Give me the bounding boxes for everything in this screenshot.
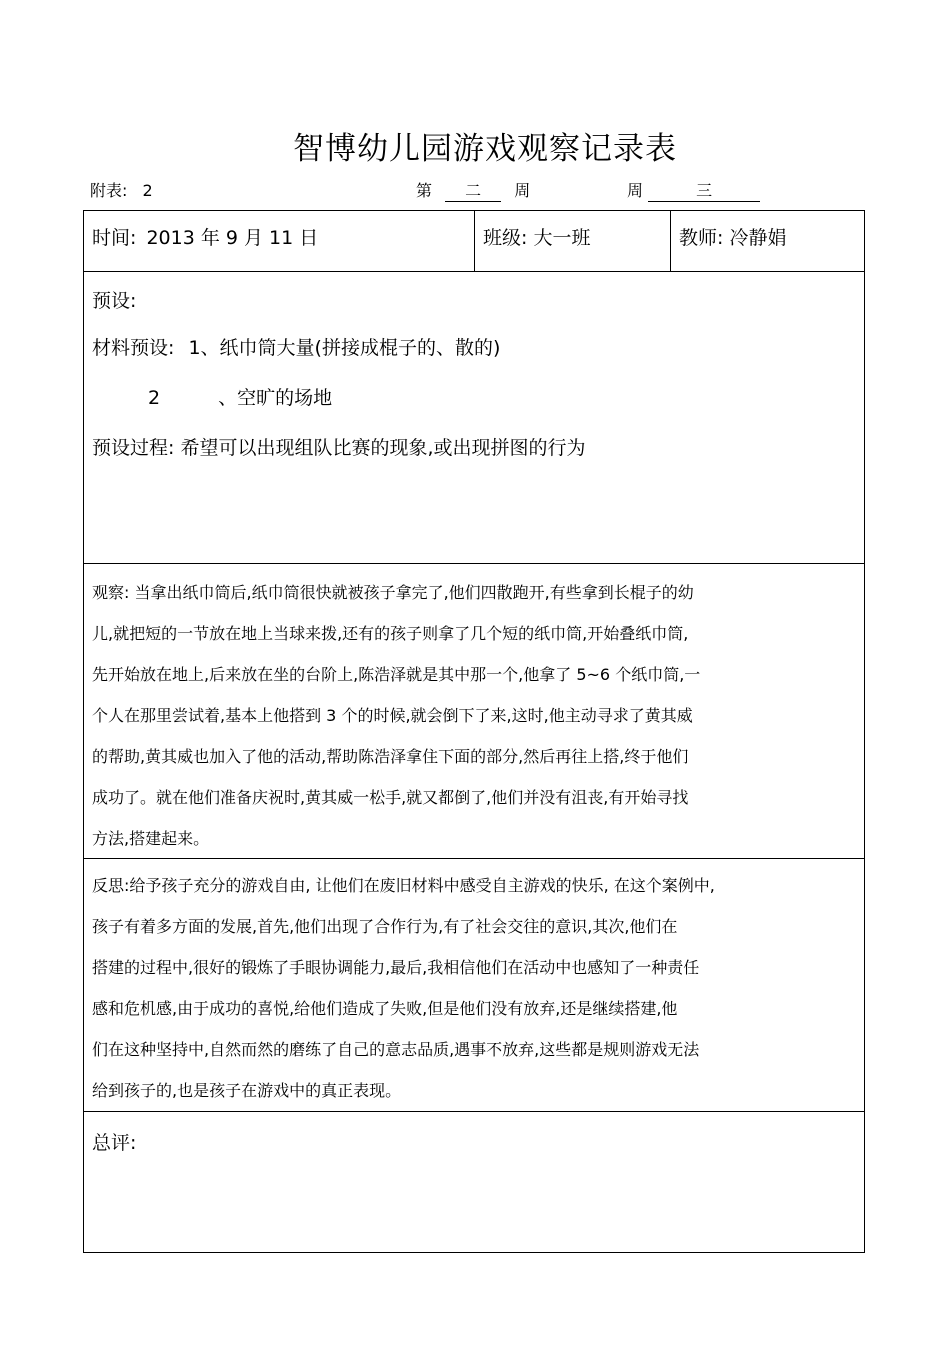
observation-line: 个人在那里尝试着,基本上他搭到 3 个的时候,就会倒下了来,这时,他主动寻求了黄其威	[92, 706, 693, 725]
process-line	[92, 433, 586, 460]
page-title: 智博幼儿园游戏观察记录表	[293, 131, 677, 167]
teacher-value: 冷静娟	[729, 227, 787, 249]
time-value: 2013 年 9 月 11 日	[146, 227, 319, 249]
week-suffix: 周	[514, 181, 531, 200]
summary-heading: 总评:	[92, 1132, 137, 1154]
week-value: 二	[445, 178, 501, 202]
reflection-line: 感和危机感,由于成功的喜悦,给他们造成了失败,但是他们没有放弃,还是继续搭建,他	[92, 999, 678, 1018]
reflection-line: 搭建的过程中,很好的锻炼了手眼协调能力,最后,我相信他们在活动中也感知了一种责任	[92, 958, 700, 977]
reflection-line: 给到孩子的,也是孩子在游戏中的真正表现。	[92, 1081, 402, 1100]
day-info	[627, 178, 760, 202]
material-label: 材料预设:	[92, 337, 175, 359]
time-cell	[84, 211, 475, 271]
observation-line: 观察: 当拿出纸巾筒后,纸巾筒很快就被孩子拿完了,他们四散跑开,有些拿到长棍子的幼	[92, 583, 694, 602]
time-label: 时间:	[92, 227, 137, 249]
observation-line: 成功了。就在他们准备庆祝时,黄其威一松手,就又都倒了,他们并没有沮丧,有开始寻找	[92, 788, 689, 807]
observation-line: 方法,搭建起来。	[92, 829, 210, 848]
attachment-label: 附表:	[90, 181, 128, 200]
observation-line: 的帮助,黄其威也加入了他的活动,帮助陈浩泽拿住下面的部分,然后再往上搭,终于他们	[92, 747, 689, 766]
preset-section	[84, 272, 864, 564]
preset-heading: 预设:	[92, 290, 137, 312]
reflection-line: 孩子有着多方面的发展,首先,他们出现了合作行为,有了社会交往的意识,其次,他们在	[92, 917, 678, 936]
reflection-section	[84, 859, 864, 1112]
week-prefix: 第	[416, 181, 433, 200]
attachment-value: 2	[142, 181, 153, 200]
observation-section	[84, 564, 864, 859]
class-label: 班级:	[483, 227, 528, 249]
record-table	[83, 210, 865, 1253]
week-info	[416, 178, 530, 202]
observation-line: 儿,就把短的一节放在地上当球来拨,还有的孩子则拿了几个短的纸巾筒,开始叠纸巾筒,	[92, 624, 689, 643]
reflection-line: 们在这种坚持中,自然而然的磨练了自己的意志品质,遇事不放弃,这些都是规则游戏无法	[92, 1040, 700, 1059]
material-line-2	[148, 383, 332, 410]
reflection-line: 反思:给予孩子充分的游戏自由, 让他们在废旧材料中感受自主游戏的快乐, 在这个案例中,	[92, 876, 715, 895]
day-value: 三	[648, 178, 760, 202]
class-cell	[475, 211, 671, 271]
observation-line: 先开始放在地上,后来放在坐的台阶上,陈浩泽就是其中那一个,他拿了 5~6 个纸巾筒,一	[92, 665, 701, 684]
header-row	[84, 211, 864, 272]
teacher-label: 教师:	[679, 227, 724, 249]
day-label: 周	[627, 181, 644, 200]
material-line-1	[92, 333, 500, 360]
teacher-cell	[671, 211, 864, 271]
material-item-2-text: 、空旷的场地	[218, 387, 333, 409]
class-value: 大一班	[533, 227, 591, 249]
attachment-info	[90, 178, 153, 201]
summary-section	[84, 1112, 864, 1252]
material-item-1: 1、纸巾筒大量(拼接成棍子的、散的)	[188, 337, 501, 359]
process-label: 预设过程:	[92, 437, 175, 459]
material-item-2-num: 2	[148, 387, 161, 409]
process-text: 希望可以出现组队比赛的现象,或出现拼图的行为	[180, 437, 586, 459]
